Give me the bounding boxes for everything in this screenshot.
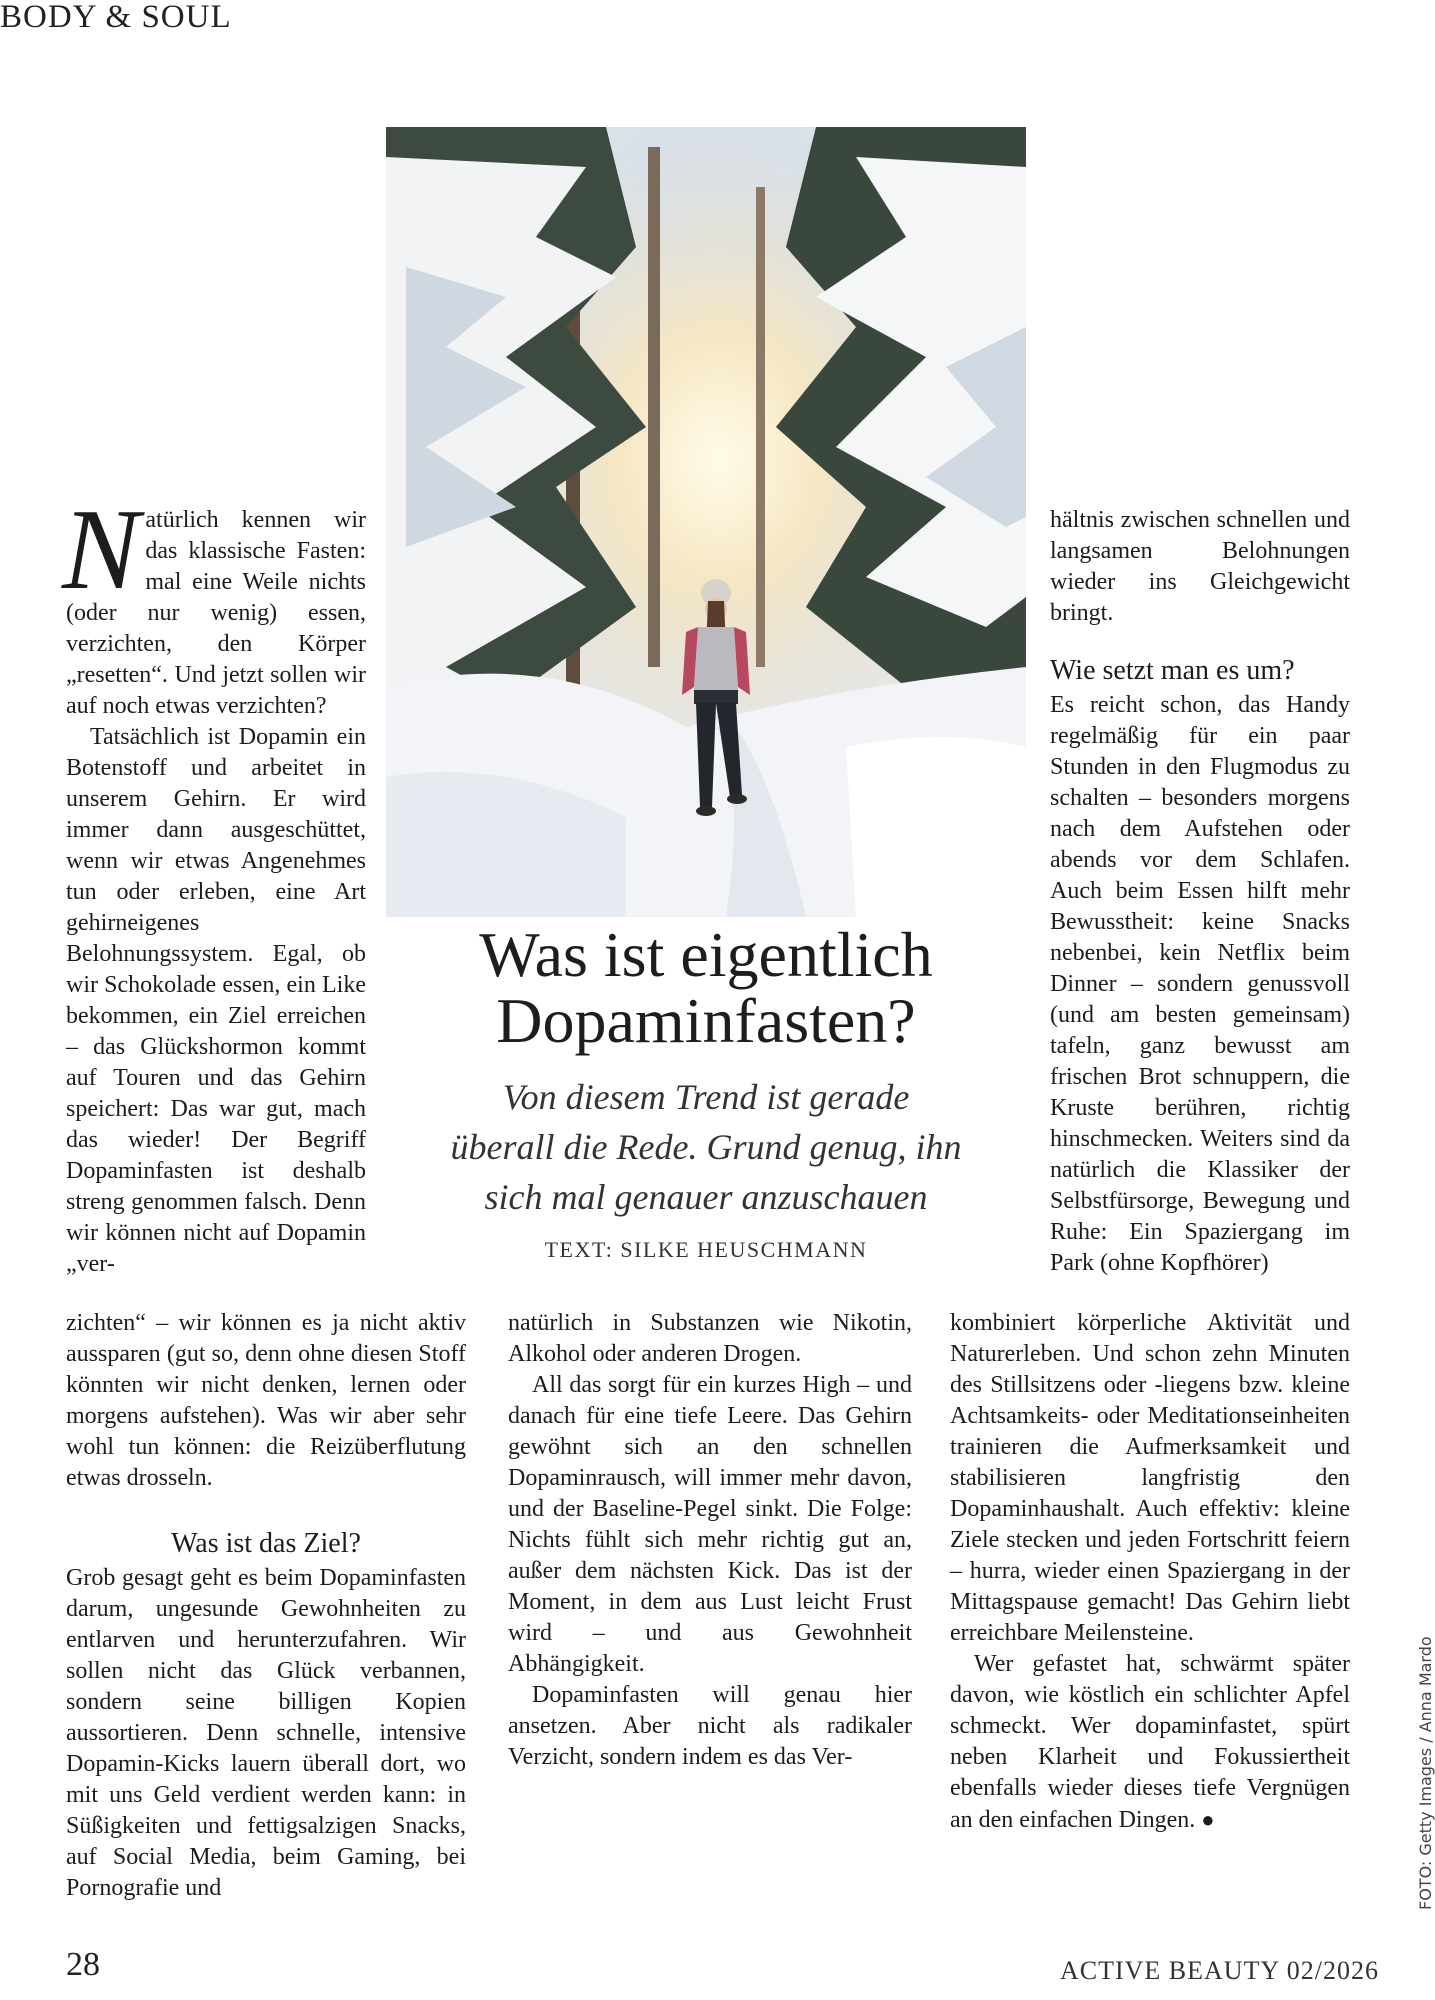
- column-3-bottom: [950, 1308, 1350, 1836]
- winter-forest-illustration: [386, 127, 1026, 917]
- body-paragraph: Grob gesagt geht es beim Dopaminfasten darum, ungesunde Gewohnheiten zu entlarven und herunterzufahren. Wir sollen nicht das Glück verbannen, sondern seine billigen Kopien aussortieren. Denn schnelle, intensive Dopamin-Kicks lauern überall dort, wo mit uns Geld verdient werden kann: in Süßigkeiten und fettigsalzigen Snacks, auf Social Media, beim Gaming, bei Pornografie und: [66, 1565, 466, 1901]
- body-paragraph: kombiniert körperliche Aktivität und Naturerleben. Und schon zehn Minuten des Stillsitzens oder -liegens bzw. kleine Achtsamkeits- oder Meditationseinheiten trainieren die Aufmerksamkeit und stabilisieren langfristig den Dopaminhaushalt. Auch effektiv: kleine Ziele stecken und jeden Fortschritt feiern – hurra, wieder einen Spaziergang in der Mittagspause gemacht! Das Gehirn liebt erreichbare Meilensteine.: [950, 1310, 1350, 1646]
- subheading-how: Wie setzt man es um?: [1050, 655, 1295, 686]
- article-title: [386, 919, 1026, 1056]
- column-3-top: [1050, 505, 1350, 629]
- body-paragraph: All das sorgt für ein kurzes High – und danach für eine tiefe Leere. Das Gehirn gewöhnt sich an den schnellen Dopaminrausch, will immer mehr davon, und der Baseline-Pegel sinkt. Die Folge: Nichts fühlt sich mehr richtig gut an, außer dem nächsten Kick. Das ist der Moment, in dem aus Lust leicht Frust wird – und aus Gewohnheit Abhängigkeit.: [508, 1372, 912, 1677]
- body-paragraph: hältnis zwischen schnellen und langsamen Belohnungen wieder ins Gleichgewicht bringt.: [1050, 507, 1350, 626]
- title-line-1: Was ist eigentlich: [479, 919, 933, 990]
- body-paragraph: Es reicht schon, das Handy regelmäßig für ein paar Stunden in den Flugmodus zu schalten – besonders morgens nach dem Aufstehen oder abends vor dem Schlafen. Auch beim Essen hilft mehr Bewusstheit: keine Snacks nebenbei, kein Netflix beim Dinner – sondern genussvoll (und am besten gemeinsam) tafeln, ganz bewusst am frischen Brot schnuppern, die Kruste berühren, richtig hinschmecken. Weiters sind da natürlich die Klassiker der Selbstfürsorge, Bewegung und Ruhe: Ein Spaziergang im Park (ohne Kopfhörer): [1050, 692, 1350, 1276]
- column-1-continuation: [66, 1308, 466, 1494]
- subtitle-line-3: sich mal genauer anzuschauen: [484, 1177, 928, 1217]
- magazine-issue: ACTIVE BEAUTY 02/2026: [1059, 1956, 1379, 1985]
- title-line-2: Dopaminfasten?: [496, 985, 916, 1056]
- subtitle-line-1: Von diesem Trend ist gerade: [502, 1077, 910, 1117]
- subheading-goal: Was ist das Ziel?: [171, 1528, 361, 1559]
- body-paragraph: Tatsächlich ist Dopamin ein Botenstoff und arbeitet in unserem Gehirn. Er wird immer dann ausgeschüttet, wenn wir etwas Angenehmes tun oder erleben, eine Art gehirneigenes Belohnungssystem. Egal, ob wir Schokolade essen, ein Like bekommen, ein Ziel erreichen – das Glückshormon kommt auf Touren und das Gehirn speichert: Das war gut, mach das wieder! Der Begriff Dopaminfasten ist deshalb streng genommen falsch. Denn wir können nicht auf Dopamin „ver-: [66, 724, 366, 1277]
- column-1-bottom: [66, 1563, 466, 1904]
- end-mark-icon: ●: [1201, 1807, 1215, 1832]
- byline: TEXT: SILKE HEUSCHMANN: [544, 1237, 868, 1262]
- body-paragraph: natürlich in Substanzen wie Nikotin, Alkohol oder anderen Drogen.: [508, 1310, 912, 1367]
- page-number: 28: [66, 1946, 100, 1983]
- article-subtitle: [386, 1072, 1026, 1222]
- closing-text: Wer gefastet hat, schwärmt später davon, wie köstlich ein schlichter Apfel schmeckt. Wer dopaminfastet, spürt neben Klarheit und Fokussiertheit ebenfalls wieder dieses tiefe Vergnügen an den einfachen Dingen.: [950, 1651, 1350, 1833]
- column-3-middle: [1050, 690, 1350, 1279]
- photo-credit: FOTO: Getty Images / Anna Mardo: [1416, 1636, 1435, 1910]
- column-1-top: [62, 486, 366, 1280]
- body-paragraph: Dopaminfasten will genau hier ansetzen. Aber nicht als radikaler Verzicht, sondern indem es das Ver-: [508, 1682, 912, 1770]
- body-paragraph: zichten“ – wir können es ja nicht aktiv aussparen (gut so, denn ohne diesen Stoff könnten wir nicht denken, lernen oder morgens aufstehen). Was wir aber sehr wohl tun können: die Reizüberflutung etwas drosseln.: [66, 1310, 466, 1491]
- article-photo: [386, 127, 1026, 917]
- body-paragraph: [950, 1649, 1350, 1836]
- intro-paragraph: atürlich kennen wir das klassische Fasten: mal eine Weile nichts (oder nur wenig) essen, verzichten, den Körper „resetten“. Und jetzt sollen wir auf noch etwas verzichten?: [66, 507, 366, 719]
- column-2: [508, 1308, 912, 1773]
- subtitle-line-2: überall die Rede. Grund genug, ihn: [450, 1127, 962, 1167]
- section-label: BODY & SOUL: [0, 0, 232, 35]
- drop-cap: N: [62, 486, 140, 614]
